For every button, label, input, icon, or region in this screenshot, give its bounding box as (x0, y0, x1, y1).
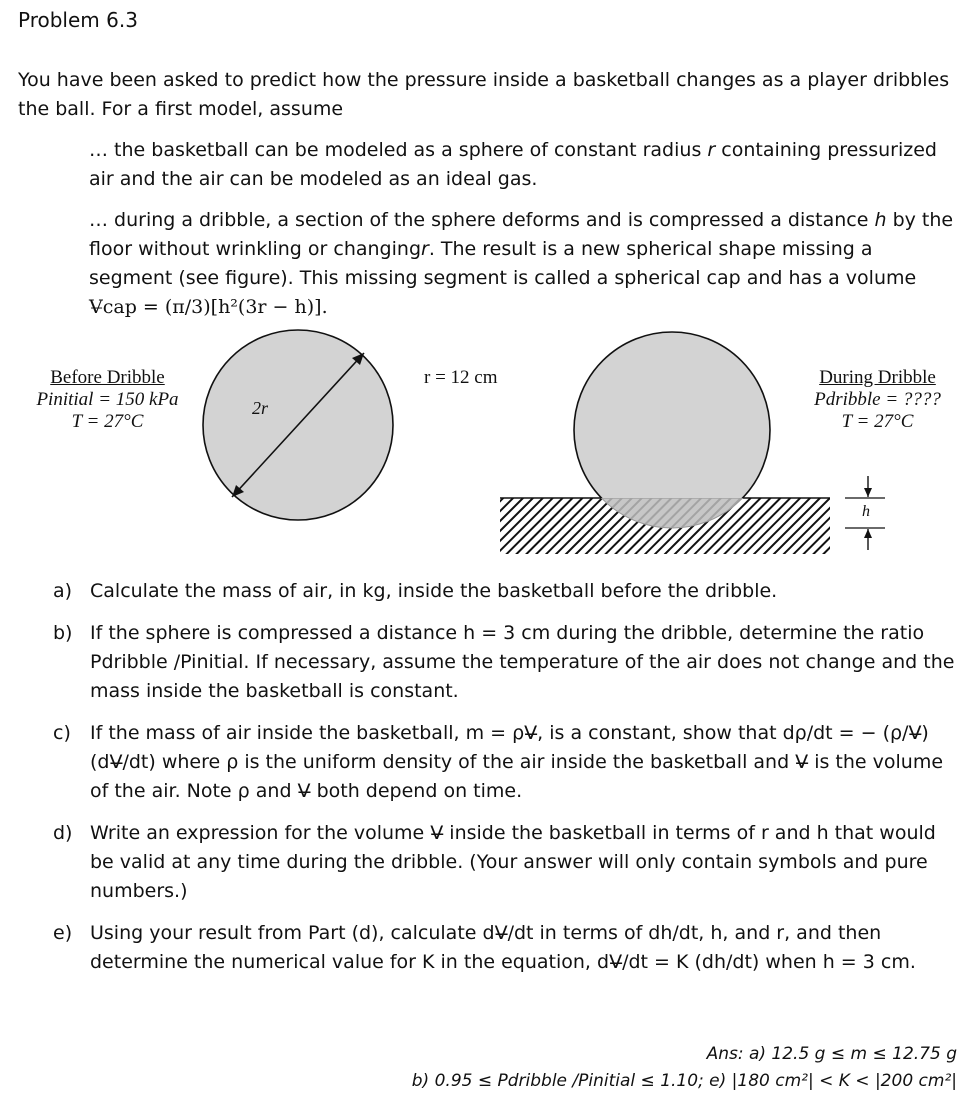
radius-label: r = 12 cm (424, 367, 498, 388)
diameter-label: 2r (252, 398, 269, 418)
answer-line-1: Ans: a) 12.5 g ≤ m ≤ 12.75 g (706, 1044, 957, 1064)
answer-line-2: b) 0.95 ≤ Pdribble /Pinitial ≤ 1.10; e) |180 cm²| < K < |200 cm²| (411, 1071, 957, 1091)
assumption-1: … the basketball can be modeled as a sphere of constant radius r containing pressurized air and the air can be modeled as an ideal gas. (89, 139, 937, 190)
during-title: During Dribble (819, 367, 936, 388)
before-dribble-block (30, 367, 185, 433)
intro-paragraph: You have been asked to predict how the pressure inside a basketball changes as a player dribbles the ball. For a first model, assume (18, 69, 950, 120)
before-title: Before Dribble (50, 367, 165, 388)
assumption-2: … during a dribble, a section of the sphere deforms and is compressed a distance h by the floor without wrinkling or changingr. The result is a new spherical shape missing a segment (see figure). This missing segment is called a spherical cap and has a volume V̶cap = (π/3)[h²(3r − h)]. (89, 209, 954, 318)
before-temp: T = 27°C (71, 411, 144, 432)
problem-title: Problem 6.3 (18, 8, 138, 32)
during-pressure: Pdribble = ???? (814, 389, 941, 410)
h-label: h (862, 503, 870, 520)
cap-volume-formula: V̶cap = (π/3)[h²(3r − h)]. (89, 296, 328, 318)
during-temp: T = 27°C (841, 411, 914, 432)
during-dribble-block (790, 367, 965, 433)
before-pressure: Pinitial = 150 kPa (36, 389, 179, 410)
